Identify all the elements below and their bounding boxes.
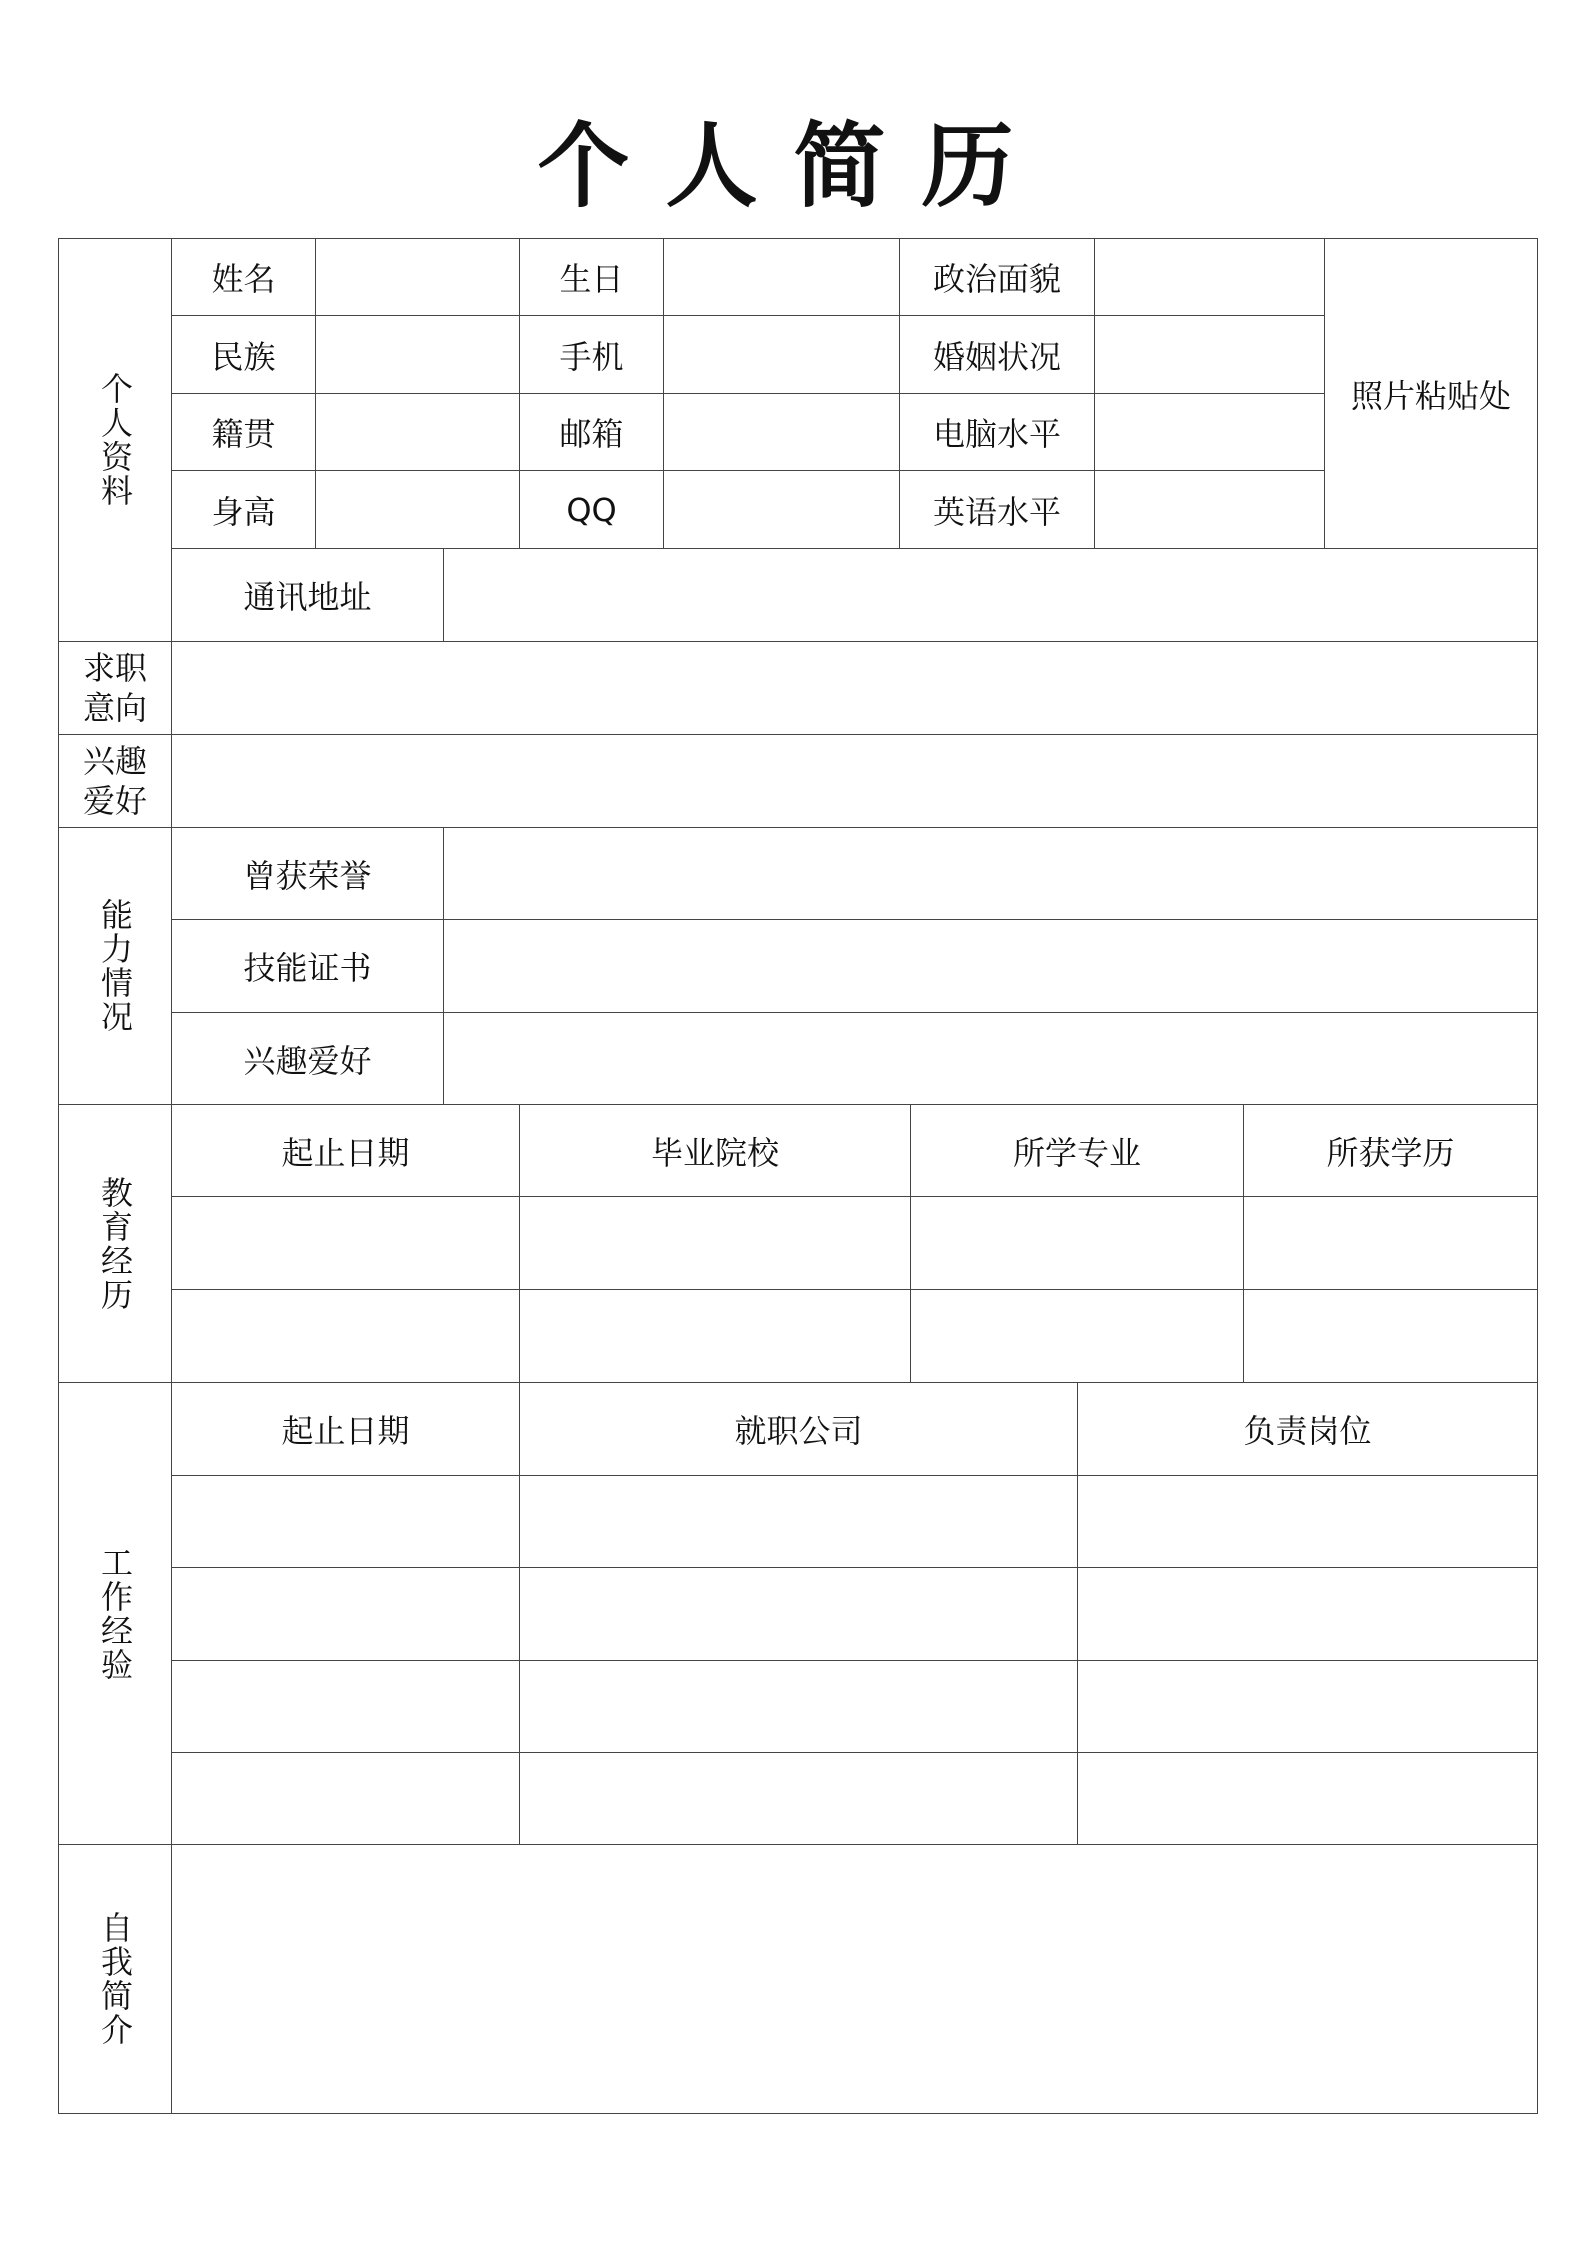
page-title: 个人简历 xyxy=(537,113,1050,220)
label-hobbies: 兴趣爱好 xyxy=(172,1013,444,1105)
edu-row-school[interactable] xyxy=(520,1197,911,1290)
photo-placeholder[interactable]: 照片粘贴处 xyxy=(1325,239,1537,549)
edu-header-major: 所学专业 xyxy=(911,1105,1244,1197)
label-phone: 手机 xyxy=(520,316,664,394)
section-intention: 求职 意向 xyxy=(59,642,172,735)
work-row-date[interactable] xyxy=(172,1753,520,1845)
work-header-date: 起止日期 xyxy=(172,1383,520,1476)
label-email: 邮箱 xyxy=(520,394,664,471)
section-work xyxy=(59,1383,172,1845)
label-honors: 曾获荣誉 xyxy=(172,828,444,920)
field-honors[interactable] xyxy=(444,828,1537,920)
label-name: 姓名 xyxy=(172,239,316,316)
edu-header-school: 毕业院校 xyxy=(520,1105,911,1197)
label-address: 通讯地址 xyxy=(172,549,444,642)
edu-row-date[interactable] xyxy=(172,1290,520,1383)
field-email[interactable] xyxy=(664,394,900,471)
section-self-label: 自我简介 xyxy=(96,1911,134,2047)
edu-header-degree: 所获学历 xyxy=(1244,1105,1537,1197)
field-name[interactable] xyxy=(316,239,520,316)
work-row-position[interactable] xyxy=(1078,1568,1537,1661)
field-certs[interactable] xyxy=(444,920,1537,1013)
edu-row-date[interactable] xyxy=(172,1197,520,1290)
field-height[interactable] xyxy=(316,471,520,549)
section-hobby: 兴趣 爱好 xyxy=(59,735,172,828)
field-phone[interactable] xyxy=(664,316,900,394)
field-qq[interactable] xyxy=(664,471,900,549)
section-personal-label: 个人资料 xyxy=(96,372,134,508)
work-row-date[interactable] xyxy=(172,1661,520,1753)
section-personal xyxy=(59,239,172,642)
work-row-date[interactable] xyxy=(172,1568,520,1661)
field-self-intro[interactable] xyxy=(172,1845,1537,2113)
edu-header-date: 起止日期 xyxy=(172,1105,520,1197)
work-row-company[interactable] xyxy=(520,1476,1078,1568)
label-computer: 电脑水平 xyxy=(900,394,1095,471)
edu-row-school[interactable] xyxy=(520,1290,911,1383)
section-work-label: 工作经验 xyxy=(96,1545,134,1682)
field-marital[interactable] xyxy=(1095,316,1325,394)
field-ethnicity[interactable] xyxy=(316,316,520,394)
field-intention[interactable] xyxy=(172,642,1537,735)
label-english: 英语水平 xyxy=(900,471,1095,549)
label-qq: QQ xyxy=(520,471,664,549)
work-header-company: 就职公司 xyxy=(520,1383,1078,1476)
section-education xyxy=(59,1105,172,1383)
section-education-label: 教育经历 xyxy=(96,1175,134,1312)
section-ability-label: 能力情况 xyxy=(96,898,134,1034)
work-row-date[interactable] xyxy=(172,1476,520,1568)
edu-row-degree[interactable] xyxy=(1244,1290,1537,1383)
section-ability xyxy=(59,828,172,1105)
label-birthday: 生日 xyxy=(520,239,664,316)
work-row-position[interactable] xyxy=(1078,1476,1537,1568)
label-origin: 籍贯 xyxy=(172,394,316,471)
field-hobbies[interactable] xyxy=(444,1013,1537,1105)
field-origin[interactable] xyxy=(316,394,520,471)
label-political: 政治面貌 xyxy=(900,239,1095,316)
work-header-position: 负责岗位 xyxy=(1078,1383,1537,1476)
field-hobby[interactable] xyxy=(172,735,1537,828)
work-row-company[interactable] xyxy=(520,1661,1078,1753)
edu-row-degree[interactable] xyxy=(1244,1197,1537,1290)
resume-table xyxy=(58,238,1538,2114)
label-height: 身高 xyxy=(172,471,316,549)
label-ethnicity: 民族 xyxy=(172,316,316,394)
field-birthday[interactable] xyxy=(664,239,900,316)
field-political[interactable] xyxy=(1095,239,1325,316)
work-row-position[interactable] xyxy=(1078,1753,1537,1845)
work-row-position[interactable] xyxy=(1078,1661,1537,1753)
label-marital: 婚姻状况 xyxy=(900,316,1095,394)
edu-row-major[interactable] xyxy=(911,1290,1244,1383)
field-address[interactable] xyxy=(444,549,1537,642)
edu-row-major[interactable] xyxy=(911,1197,1244,1290)
field-computer[interactable] xyxy=(1095,394,1325,471)
field-english[interactable] xyxy=(1095,471,1325,549)
section-self xyxy=(59,1845,172,2113)
label-certs: 技能证书 xyxy=(172,920,444,1013)
work-row-company[interactable] xyxy=(520,1753,1078,1845)
work-row-company[interactable] xyxy=(520,1568,1078,1661)
